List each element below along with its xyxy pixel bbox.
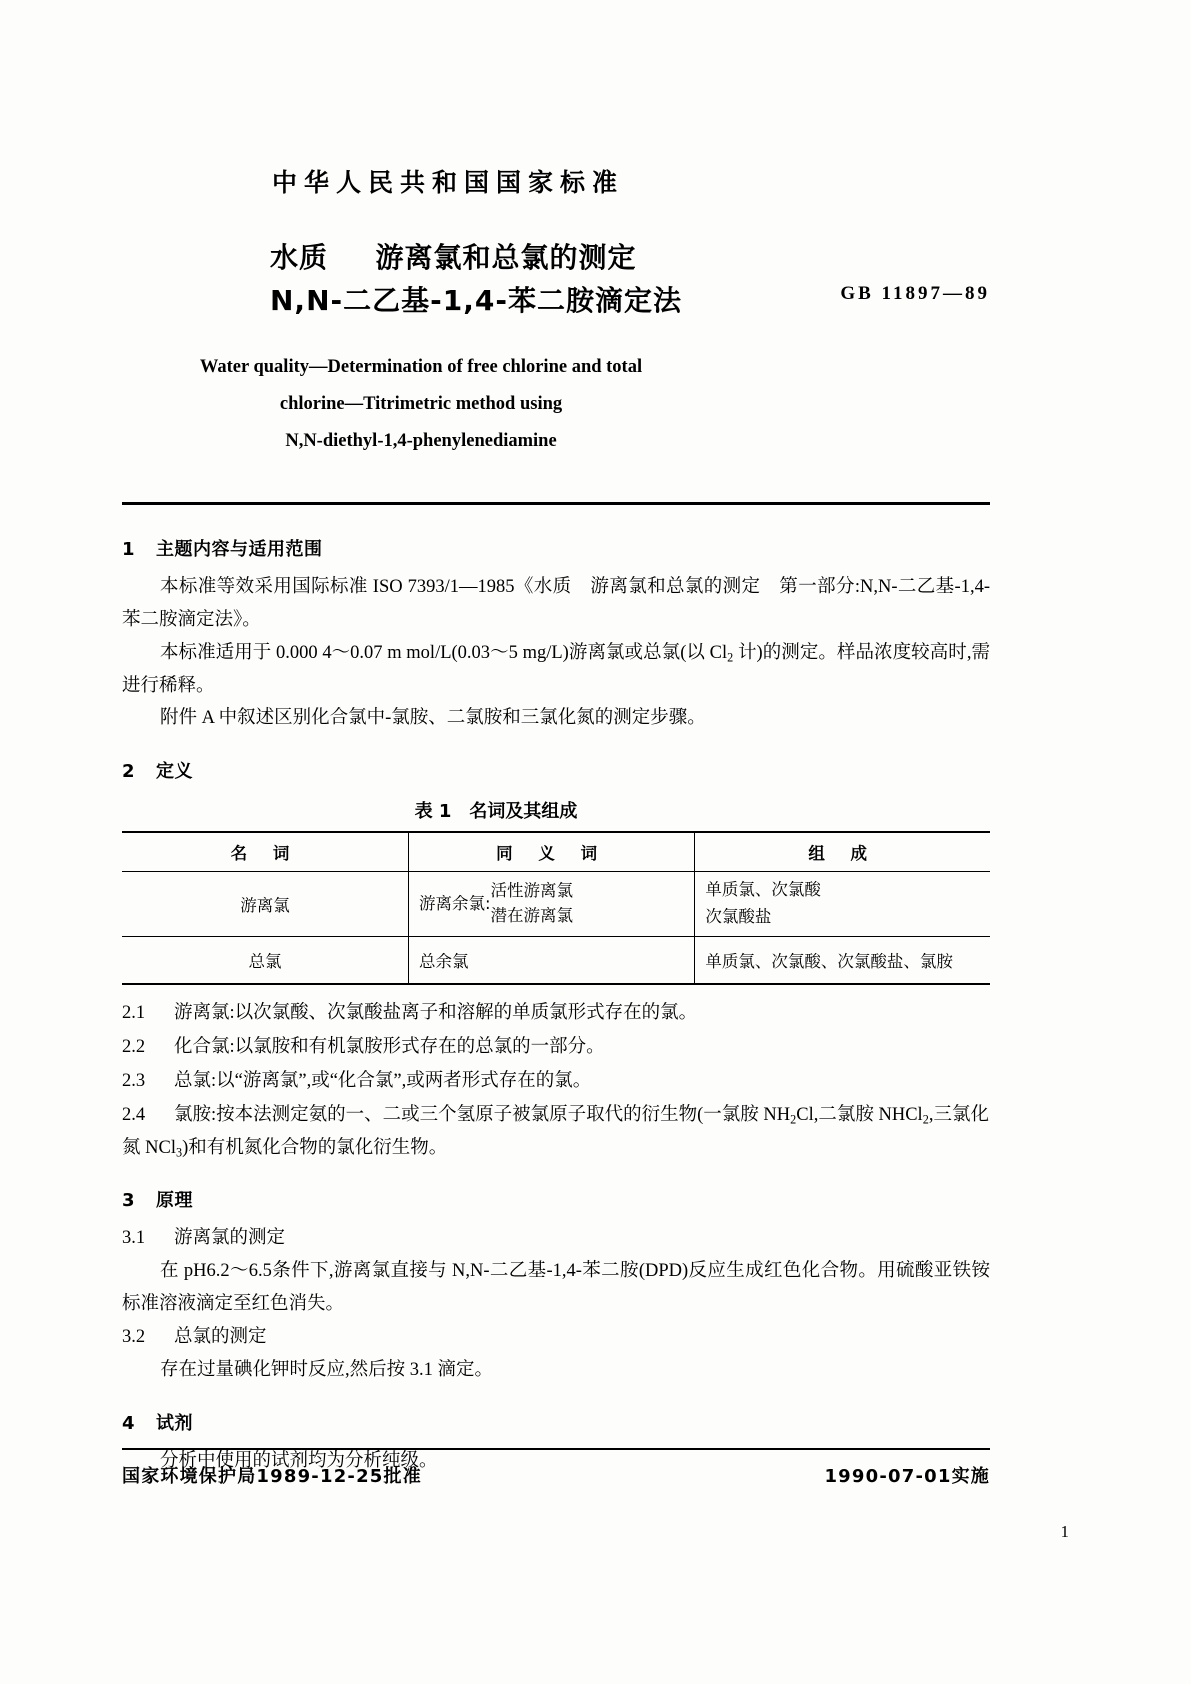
section-4-title: 试剂 [156, 1413, 193, 1435]
subsection-3-2-tag: 3.2 [122, 1327, 146, 1348]
table-row [122, 872, 990, 936]
definition-item [122, 1065, 990, 1098]
title-english-line-2: chlorine—Titrimetric method using [279, 393, 563, 414]
section-3-number: 3 [122, 1190, 136, 1212]
synonym-label: 游离余氯: [418, 893, 491, 913]
title-english [122, 349, 990, 460]
implementation-statement: 1990-07-01实施 [824, 1466, 990, 1487]
section-heading-4 [122, 1409, 990, 1435]
definition-tag: 2.1 [122, 1002, 146, 1023]
page-number: 1 [1060, 1522, 1069, 1541]
section-3-title: 原理 [156, 1190, 193, 1212]
section-1-paragraph-1: 本标准等效采用国际标准 ISO 7393/1—1985《水质 游离氯和总氯的测定 第一部分:N,N-二乙基-1,4-苯二胺滴定法》。 [122, 576, 990, 630]
def24-part-c: ,三氯化氮 NCl [122, 1104, 989, 1158]
subsection-3-2-text: 存在过量碘化钾时反应,然后按 3.1 滴定。 [160, 1360, 494, 1381]
column-header-synonym: 同 义 词 [408, 832, 694, 872]
definition-tag: 2.4 [122, 1104, 146, 1125]
def24-subscript-3: 3 [175, 1144, 183, 1159]
def24-subscript-1: 2 [790, 1112, 797, 1126]
table-row [122, 936, 990, 984]
column-header-composition: 组 成 [695, 832, 990, 872]
cell-composition [695, 872, 990, 936]
section-2-number: 2 [122, 761, 136, 783]
cell-term: 总氯 [122, 936, 408, 984]
footer [122, 1462, 990, 1488]
national-standard-banner: 中华人民共和国国家标准 [272, 168, 625, 197]
title-english-line-1: Water quality—Determination of free chlorine and total [199, 356, 643, 377]
section-2-title: 定义 [156, 761, 193, 783]
section-heading-2 [122, 757, 990, 783]
def24-part-b: Cl,二氯胺 NHCl [796, 1104, 923, 1125]
subsection-3-1-title: 游离氯的测定 [174, 1228, 286, 1249]
document-body [122, 535, 990, 1478]
terms-table-body [122, 872, 990, 984]
title-chinese-line-2: N,N-二乙基-1,4-苯二胺滴定法 [270, 284, 682, 318]
synonym-item: 潜在游离氯 [490, 906, 573, 926]
definition-text: 游离氯:以次氯酸、次氯酸盐离子和溶解的单质氯形式存在的氯。 [174, 1002, 698, 1023]
section-1-title: 主题内容与适用范围 [156, 538, 323, 560]
footer-divider [122, 1448, 990, 1450]
composition-line: 次氯酸盐 [705, 907, 772, 927]
page-content [122, 0, 990, 1478]
synonym-items [491, 879, 574, 929]
s1-p2-subscript: 2 [727, 650, 734, 665]
title-english-line-3: N,N-diethyl-1,4-phenylenediamine [285, 430, 557, 451]
table-header-row [122, 832, 990, 872]
cell-composition: 单质氯、次氯酸、次氯酸盐、氯胺 [695, 936, 990, 984]
def24-part-d: )和有机氮化合物的氯化衍生物。 [182, 1137, 448, 1158]
definition-item-2-4 [122, 1099, 990, 1165]
title-chinese-line-1 [270, 236, 990, 279]
subsection-3-1-text: 在 pH6.2～6.5条件下,游离氯直接与 N,N-二乙基-1,4-苯二胺(DPD)反应生成红色化合物。用硫酸亚铁铵标准溶液滴定至红色消失。 [122, 1261, 990, 1315]
approval-statement: 国家环境保护局1989-12-25批准 [122, 1466, 422, 1487]
definition-item [122, 1031, 990, 1064]
section-heading-1 [122, 535, 990, 561]
definition-tag: 2.2 [122, 1036, 146, 1057]
title-cn-subject: 水质 [270, 241, 329, 274]
terms-table [122, 831, 990, 984]
composition-line: 单质氯、次氯酸 [705, 880, 821, 900]
definition-text: 总氯:以“游离氯”,或“化合氯”,或两者形式存在的氯。 [174, 1070, 592, 1091]
section-1-paragraph-3: 附件 A 中叙述区别化合氯中-氯胺、二氯胺和三氯化氮的测定步骤。 [160, 708, 706, 729]
subsection-3-2-title: 总氯的测定 [174, 1327, 267, 1348]
column-header-term: 名 词 [122, 832, 408, 872]
synonym-group [419, 879, 684, 929]
definition-tag: 2.3 [122, 1070, 146, 1091]
title-cn-topic: 游离氯和总氯的测定 [375, 241, 637, 274]
title-chinese [122, 236, 990, 323]
s1-p2-part-a: 本标准适用于 0.000 4～0.07 m mol/L(0.03～5 mg/L)游离氯或总氯(以 Cl [160, 642, 728, 663]
cell-synonym: 总余氯 [408, 936, 694, 984]
standard-number: GB 11897—89 [840, 283, 990, 304]
cell-synonym [408, 872, 694, 936]
cell-term: 游离氯 [122, 872, 408, 936]
section-4-paragraph-1: 分析中使用的试剂均为分析纯级。 [160, 1451, 438, 1472]
section-4-number: 4 [122, 1413, 136, 1435]
header-divider [122, 502, 990, 505]
subsection-3-1-heading [122, 1222, 990, 1255]
subsection-3-1-tag: 3.1 [122, 1228, 146, 1249]
section-1-number: 1 [122, 538, 136, 560]
def24-part-a: 氯胺:按本法测定氨的一、二或三个氢原子被氯原子取代的衍生物(一氯胺 NH [174, 1104, 791, 1125]
definition-list [122, 997, 990, 1165]
synonym-item: 活性游离氯 [490, 881, 573, 901]
def24-subscript-2: 2 [922, 1112, 929, 1126]
terms-table-head [122, 832, 990, 872]
title-zone [122, 236, 990, 323]
definition-text: 化合氯:以氯胺和有机氯胺形式存在的总氯的一部分。 [174, 1036, 605, 1057]
section-1-paragraph-2 [122, 637, 990, 703]
subsection-3-2-heading [122, 1321, 990, 1354]
section-heading-3 [122, 1186, 990, 1212]
table-caption: 表 1 名词及其组成 [414, 801, 578, 823]
definition-item [122, 997, 990, 1030]
s1-p2-part-b: 计)的测定。样品浓度较高时,需进行稀释。 [122, 642, 990, 696]
